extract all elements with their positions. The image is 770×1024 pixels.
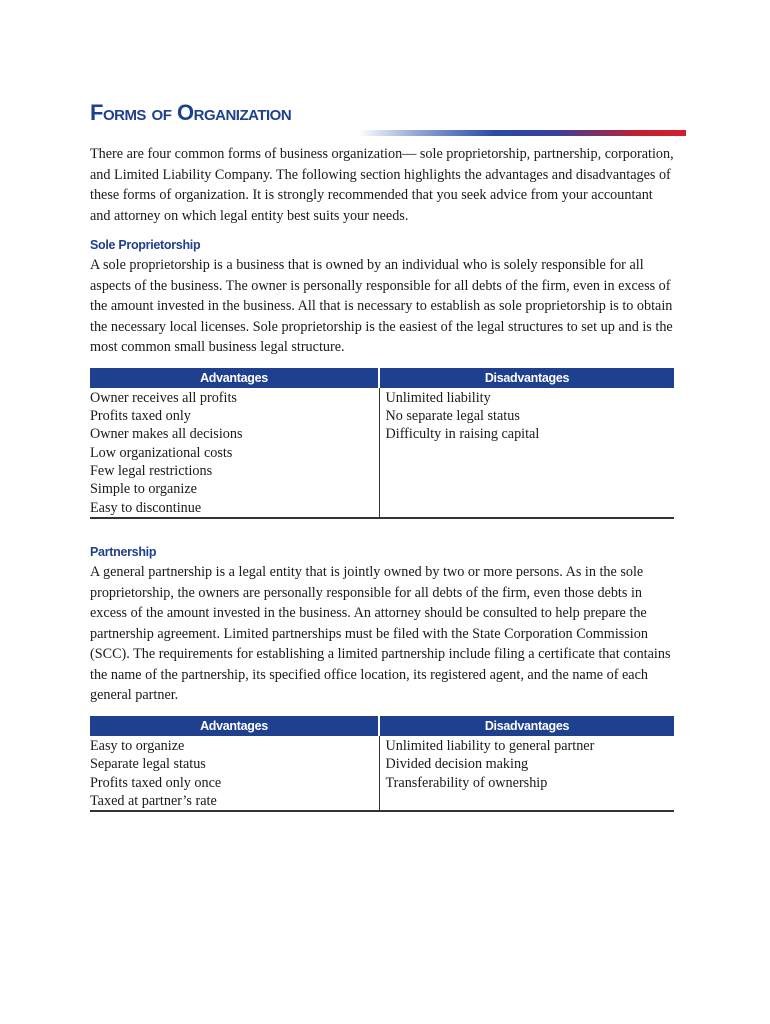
document-page — [90, 98, 686, 812]
disadvantages-header: Disadvantages — [379, 716, 674, 736]
list-item: Unlimited liability to general partner — [385, 737, 595, 754]
advantages-cell — [90, 388, 379, 519]
advantages-header: Advantages — [90, 368, 379, 388]
advantages-cell — [90, 736, 379, 812]
partnership-paragraph: A general partnership is a legal entity that is jointly owned by two or more persons. As in the sole proprietorship, the owners are personally responsible for all debts of the firm, even those debts in excess of the amount invested in the business. An attorney should be consulted to help prepare the partnership agreement. Limited partnerships must be filed with the State Corporation Commission (SCC). The requirements for establishing a limited partnership include filing a certificate that contains the name of the partnership, its specified office location, its registered agent, and the name of each general partner. — [90, 564, 671, 704]
disadvantages-header: Disadvantages — [379, 368, 674, 388]
list-item: Simple to organize — [90, 481, 197, 498]
list-item: Easy to organize — [90, 737, 185, 754]
list-item: Easy to discontinue — [90, 499, 202, 516]
list-item: No separate legal status — [385, 407, 520, 424]
list-item: Few legal restrictions — [90, 463, 213, 480]
disadvantages-cell — [379, 388, 674, 519]
list-item: Difficulty in raising capital — [385, 426, 540, 443]
list-item: Transferability of ownership — [385, 774, 548, 791]
list-item: Taxed at partner’s rate — [90, 792, 217, 809]
page-title: Forms of Organization — [90, 100, 292, 125]
sole-proprietorship-heading: Sole Proprietorship — [90, 238, 201, 252]
list-item: Owner makes all decisions — [90, 426, 243, 443]
intro-paragraph: There are four common forms of business organization— sole proprietorship, partnership, corporation, and Limited Liability Company. The following section highlights the advantages and disadvantages of these forms of organization. It is strongly recommended that you seek advice from your accountant and attorney on which legal entity best suits your needs. — [90, 146, 674, 224]
list-item: Owner receives all profits — [90, 389, 237, 406]
table-header-row — [90, 716, 674, 736]
list-item: Divided decision making — [385, 756, 529, 773]
title-underline-bar — [90, 130, 686, 136]
list-item: Profits taxed only — [90, 407, 191, 424]
list-item: Unlimited liability — [385, 389, 491, 406]
list-item: Separate legal status — [90, 756, 206, 773]
list-item: Low organizational costs — [90, 444, 233, 461]
disadvantages-cell — [379, 736, 674, 812]
list-item: Profits taxed only once — [90, 774, 222, 791]
table-row — [90, 388, 674, 519]
partnership-heading: Partnership — [90, 545, 157, 560]
sole-proprietorship-paragraph: A sole proprietorship is a business that is owned by an individual who is solely responsible for all aspects of the business. The owner is personally responsible for all debts of the firm, even in excess of the amount invested in the business. All that is necessary to establish as sole proprietorship is to obtain the necessary local licenses. Sole proprietorship is the easiest of the legal structures to set up and is the most common small business legal structure. — [90, 257, 673, 355]
table-header-row — [90, 368, 674, 388]
advantages-header: Advantages — [90, 716, 379, 736]
sole-proprietorship-table — [90, 368, 674, 520]
partnership-table — [90, 716, 674, 813]
table-row — [90, 736, 674, 812]
